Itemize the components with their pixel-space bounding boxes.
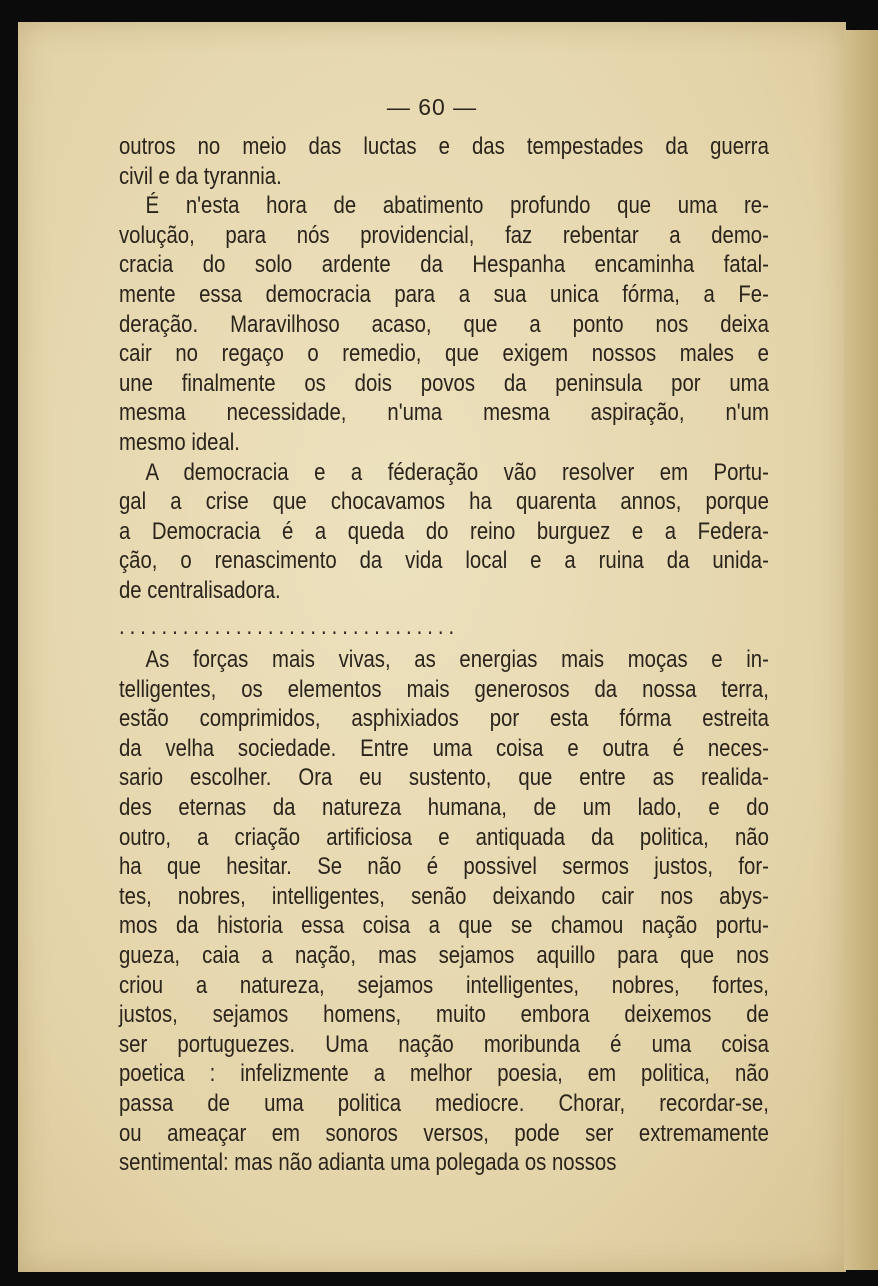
text-line: poetica : infelizmente a melhor poesia, em politica, não xyxy=(119,1060,769,1088)
text-line: volução, para nós providencial, faz rebentar a demo- xyxy=(119,221,769,249)
text-line: une finalmente os dois povos da peninsula por uma xyxy=(119,369,769,397)
text-line: gal a crise que chocavamos ha quarenta annos, porque xyxy=(119,488,769,516)
text-line: gueza, caia a nação, mas sejamos aquillo para que nos xyxy=(119,942,769,970)
text-line: ção, o renascimento da vida local e a ruina da unida- xyxy=(119,547,769,575)
text-line: As forças mais vivas, as energias mais moças e in- xyxy=(145,646,769,674)
adjacent-page-edge xyxy=(844,30,878,1270)
text-line: mos da historia essa coisa a que se chamou nação portu- xyxy=(119,912,769,940)
text-line: mesma necessidade, n'uma mesma aspiração, n'um xyxy=(119,399,769,427)
section-separator: ................................ xyxy=(119,612,460,640)
text-line: criou a natureza, sejamos intelligentes, nobres, fortes, xyxy=(119,971,769,999)
text-line: mente essa democracia para a sua unica fórma, a Fe- xyxy=(119,280,769,308)
text-line: cair no regaço o remedio, que exigem nossos males e xyxy=(119,340,769,368)
text-line: a Democracia é a queda do reino burguez e a Federa- xyxy=(119,517,769,545)
text-line: da velha sociedade. Entre uma coisa e outra é neces- xyxy=(119,734,769,762)
text-line: deração. Maravilhoso acaso, que a ponto nos deixa xyxy=(119,310,769,338)
text-line: civil e da tyrannia. xyxy=(119,162,282,190)
text-line: cracia do solo ardente da Hespanha encaminha fatal- xyxy=(119,251,769,279)
text-line: justos, sejamos homens, muito embora deixemos de xyxy=(119,1001,769,1029)
text-line: outro, a criação artificiosa e antiquada da politica, não xyxy=(119,823,769,851)
text-line: des eternas da natureza humana, de um lado, e do xyxy=(119,794,769,822)
text-line: sario escolher. Ora eu sustento, que entre as realida- xyxy=(119,764,769,792)
text-line: tes, nobres, intelligentes, senão deixando cair nos abys- xyxy=(119,882,769,910)
text-line: passa de uma politica mediocre. Chorar, recordar-se, xyxy=(119,1090,769,1117)
book-page xyxy=(18,22,846,1272)
text-line: A democracia e a féderação vão resolver em Portu- xyxy=(145,458,769,486)
page-number: — 60 — xyxy=(386,94,478,120)
text-line: É n'esta hora de abatimento profundo que uma re- xyxy=(145,192,769,220)
text-line: ou ameaçar em sonoros versos, pode ser extremamente xyxy=(119,1119,769,1147)
text-line: ha que hesitar. Se não é possivel sermos justos, for- xyxy=(119,853,769,881)
text-line: estão comprimidos, asphixiados por esta fórma estreita xyxy=(119,705,769,733)
body-text xyxy=(119,132,769,1178)
text-line: mesmo ideal. xyxy=(119,428,240,456)
text-line: ser portuguezes. Uma nação moribunda é uma coisa xyxy=(119,1030,769,1058)
text-line: telligentes, os elementos mais generosos da nossa terra, xyxy=(119,675,769,703)
text-line: sentimental: mas não adianta uma polegada os nossos xyxy=(119,1149,617,1177)
text-line: outros no meio das luctas e das tempestades da guerra xyxy=(119,133,769,160)
text-line: de centralisadora. xyxy=(119,576,281,604)
